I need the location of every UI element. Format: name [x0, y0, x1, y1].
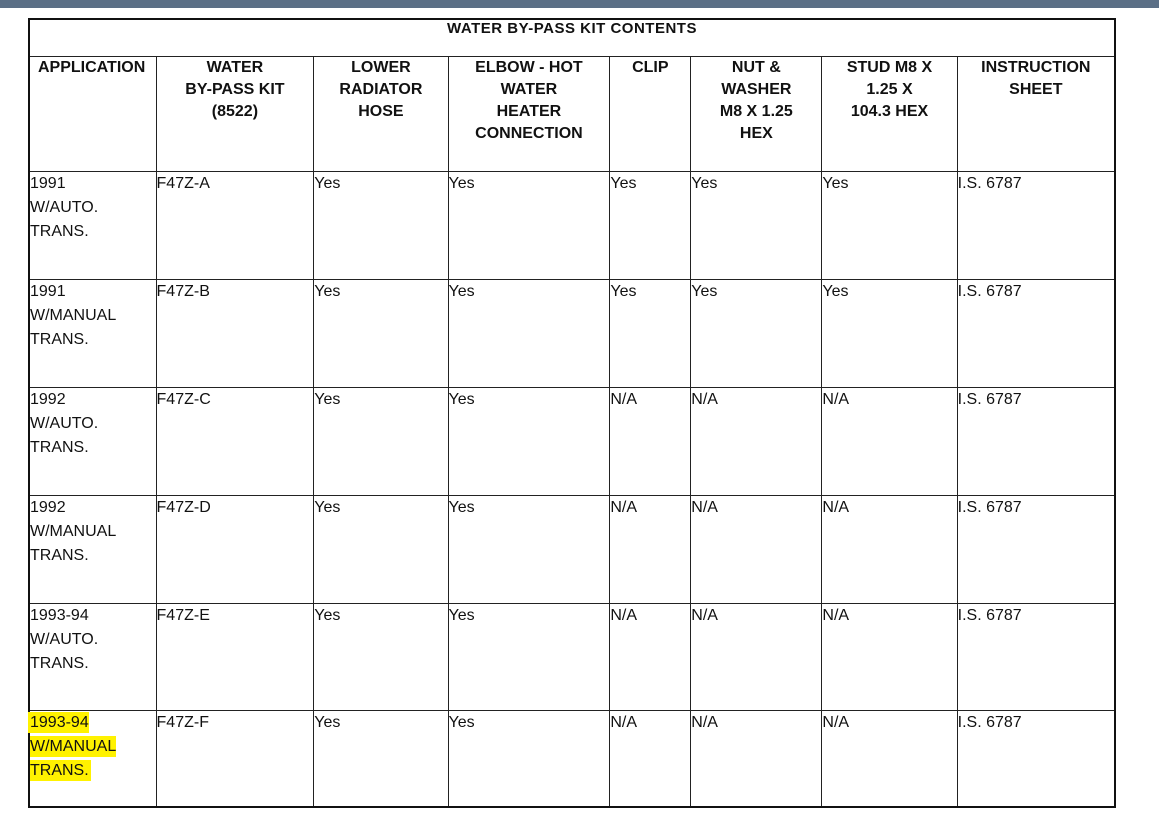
- cell-nut-washer: N/A: [691, 711, 822, 807]
- cell-stud: Yes: [822, 279, 957, 387]
- cell-application: 1991 W/MANUAL TRANS.: [29, 279, 156, 387]
- cell-elbow: Yes: [448, 279, 610, 387]
- table-row: [29, 711, 1115, 807]
- cell-application: 1992 W/AUTO. TRANS.: [29, 387, 156, 495]
- cell-elbow: Yes: [448, 495, 610, 603]
- table-row: [29, 387, 1115, 495]
- table-row: [29, 172, 1115, 280]
- header-kit: WATER BY-PASS KIT (8522): [156, 57, 314, 172]
- cell-instruction: I.S. 6787: [957, 172, 1115, 280]
- cell-clip: N/A: [610, 387, 691, 495]
- header-application: APPLICATION: [29, 57, 156, 172]
- window-top-bar: [0, 0, 1159, 8]
- cell-instruction: I.S. 6787: [957, 279, 1115, 387]
- cell-nut-washer: Yes: [691, 279, 822, 387]
- cell-stud: N/A: [822, 495, 957, 603]
- cell-elbow: Yes: [448, 387, 610, 495]
- cell-nut-washer: N/A: [691, 387, 822, 495]
- header-hose: LOWER RADIATOR HOSE: [314, 57, 448, 172]
- cell-clip: Yes: [610, 279, 691, 387]
- cell-kit: F47Z-B: [156, 279, 314, 387]
- document-page: [28, 18, 1116, 808]
- cell-kit: F47Z-E: [156, 603, 314, 711]
- cell-nut-washer: Yes: [691, 172, 822, 280]
- highlighted-application-text: 1993-94 W/MANUAL TRANS.: [30, 714, 117, 780]
- cell-stud: N/A: [822, 711, 957, 807]
- cell-instruction: I.S. 6787: [957, 603, 1115, 711]
- cell-elbow: Yes: [448, 711, 610, 807]
- cell-kit: F47Z-A: [156, 172, 314, 280]
- cell-stud: Yes: [822, 172, 957, 280]
- cell-application: 1993-94 W/AUTO. TRANS.: [29, 603, 156, 711]
- cell-hose: Yes: [314, 172, 448, 280]
- table-row: [29, 603, 1115, 711]
- cell-clip: N/A: [610, 711, 691, 807]
- cell-instruction: I.S. 6787: [957, 387, 1115, 495]
- cell-instruction: I.S. 6787: [957, 711, 1115, 807]
- cell-stud: N/A: [822, 387, 957, 495]
- cell-application: 1992 W/MANUAL TRANS.: [29, 495, 156, 603]
- table-row: [29, 279, 1115, 387]
- header-stud: STUD M8 X 1.25 X 104.3 HEX: [822, 57, 957, 172]
- header-instruction: INSTRUCTION SHEET: [957, 57, 1115, 172]
- cell-hose: Yes: [314, 279, 448, 387]
- cell-application: 1991 W/AUTO. TRANS.: [29, 172, 156, 280]
- cell-elbow: Yes: [448, 603, 610, 711]
- cell-elbow: Yes: [448, 172, 610, 280]
- cell-hose: Yes: [314, 495, 448, 603]
- cell-hose: Yes: [314, 711, 448, 807]
- cell-kit: F47Z-C: [156, 387, 314, 495]
- table-row: [29, 495, 1115, 603]
- header-clip: CLIP: [610, 57, 691, 172]
- cell-clip: Yes: [610, 172, 691, 280]
- header-nut-washer: NUT & WASHER M8 X 1.25 HEX: [691, 57, 822, 172]
- cell-application: [29, 711, 156, 807]
- cell-kit: F47Z-F: [156, 711, 314, 807]
- cell-stud: N/A: [822, 603, 957, 711]
- cell-clip: N/A: [610, 603, 691, 711]
- water-bypass-kit-table: [28, 18, 1116, 808]
- cell-kit: F47Z-D: [156, 495, 314, 603]
- cell-nut-washer: N/A: [691, 603, 822, 711]
- cell-hose: Yes: [314, 603, 448, 711]
- cell-hose: Yes: [314, 387, 448, 495]
- cell-instruction: I.S. 6787: [957, 495, 1115, 603]
- cell-clip: N/A: [610, 495, 691, 603]
- cell-nut-washer: N/A: [691, 495, 822, 603]
- header-elbow: ELBOW - HOT WATER HEATER CONNECTION: [448, 57, 610, 172]
- table-title: WATER BY-PASS KIT CONTENTS: [29, 19, 1115, 57]
- header-row: [29, 57, 1115, 172]
